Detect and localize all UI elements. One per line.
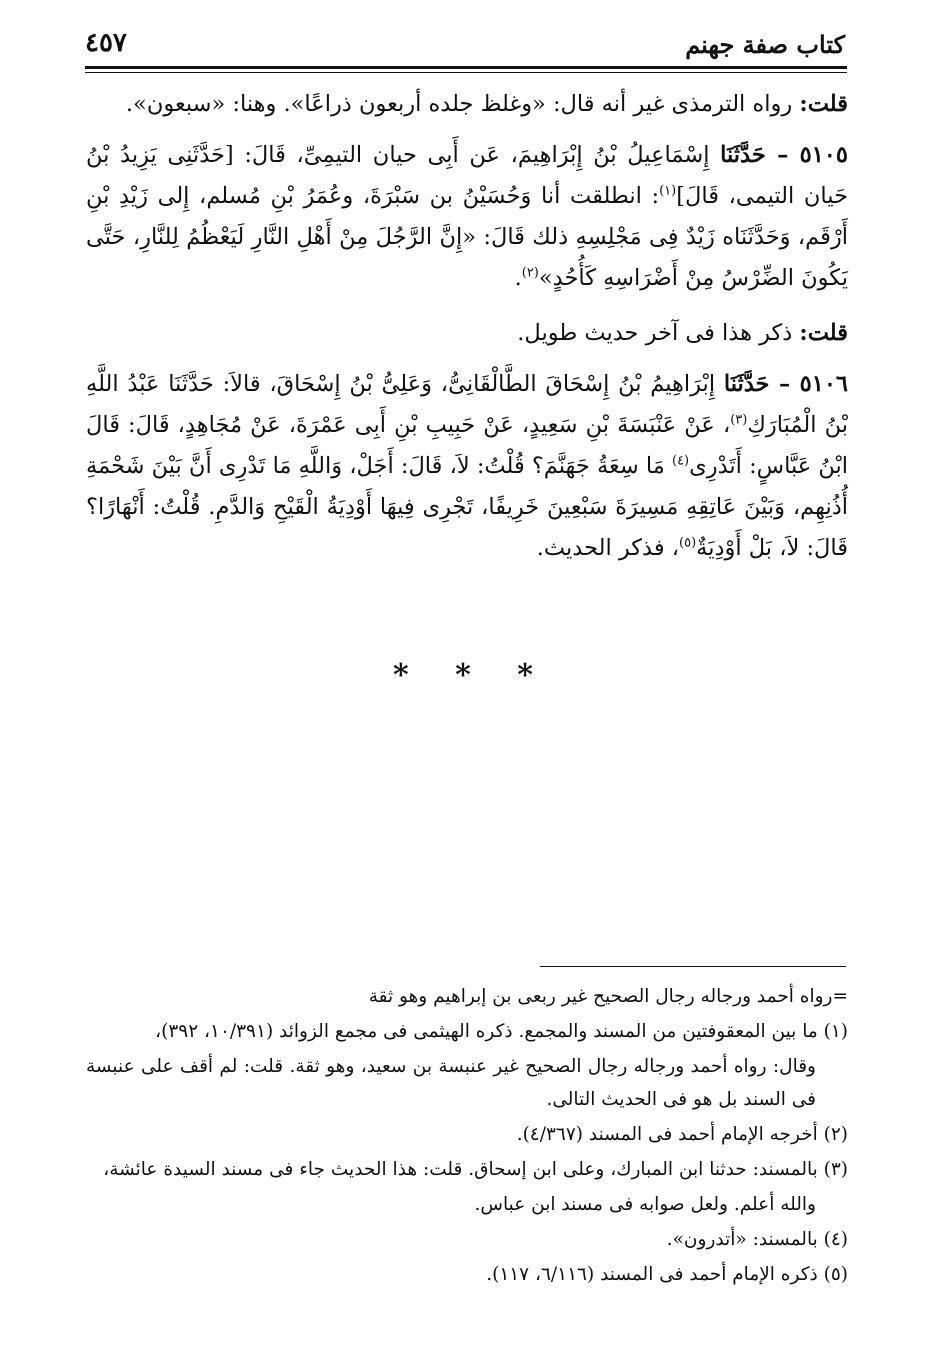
hadith-text: ، عَنْ عَنْبَسَةَ بْنِ سَعِيدٍ، عَنْ حَبِيبِ بْنِ أَبِى عَمْرَةَ، عَنْ مُجَاهِدٍ، قَالَ: قَالَ ابْنُ عَبَّاسٍ: أَتَدْرِى	[86, 412, 848, 479]
hadith-lead: حَدَّثَنَا	[720, 142, 778, 168]
header-rule-thick	[85, 66, 847, 69]
hadith-text: إِبْرَاهِيمُ بْنُ إِسْحَاقَ الطَّالْقَانِىُّ، وَعَلِىُّ بْنُ إِسْحَاقَ، قالاَ: حَدَّثَنَا عَبْدُ اللَّهِ بْنُ الْمُبَارَكِ	[86, 371, 848, 438]
footnote-ref-3[interactable]: (٣)	[730, 412, 748, 428]
hadith-text: ، فذكر الحديث.	[536, 535, 679, 561]
note-text: رواه الترمذى غير أنه قال: «وغلظ جلده أربعون ذراعًا». وهنا: «سبعون».	[125, 91, 800, 117]
hadith-number: ٥١٠٥ –	[777, 142, 848, 168]
footnote-1-continued: وقال: رواه أحمد ورجاله رجال الصحيح غير عنبسة بن سعيد، وهو ثقة. قلت: لم أقف على عنبسة فى السند بل هو فى الحديث التالى.	[86, 1056, 816, 1110]
note-text: ذكر هذا فى آخر حديث طويل.	[517, 320, 800, 346]
section-separator-stars: * * *	[393, 658, 551, 693]
hadith-text-end: .	[514, 265, 522, 291]
footnote-rule	[540, 966, 846, 967]
footnote-3: (٣) بالمسند: حدثنا ابن المبارك، وعلى ابن إسحاق. قلت: هذا الحديث جاء فى مسند السيدة عائشة،	[103, 1159, 848, 1180]
footnote-3-continued: والله أعلم. ولعل صوابه فى مسند ابن عباس.	[474, 1194, 816, 1215]
note-lead: قلت:	[799, 91, 848, 117]
footnote-ref-4[interactable]: (٤)	[671, 453, 690, 469]
page-number: ٤٥٧	[85, 28, 127, 58]
footnote-1: (١) ما بين المعقوفتين من المسند والمجمع. ذكره الهيثمى فى مجمع الزوائد (١٠/٣٩١، ٣٩٢)،	[155, 1021, 848, 1042]
footnotes	[86, 980, 848, 1293]
footnote-4: (٤) بالمسند: «أتدرون».	[666, 1229, 848, 1250]
hadith-5105	[86, 135, 848, 299]
note-paragraph-1	[86, 84, 848, 125]
footnote-ref-2[interactable]: (٢)	[521, 265, 539, 281]
hadith-text: إِسْمَاعِيلُ بْنُ إِبْرَاهِيمَ، عَن أَبِى حيان التيمِىِّ، قَالَ: [حَدَّثَنِى يَزِيدُ بْنُ حَيان التيمى، قَالَ]	[86, 142, 848, 209]
main-text	[86, 84, 848, 583]
footnote-ref-5[interactable]: (٥)	[679, 535, 697, 551]
hadith-number: ٥١٠٦ –	[778, 371, 848, 397]
running-header	[85, 26, 845, 66]
note-lead: قلت:	[799, 320, 848, 346]
chapter-title: كتاب صفة جهنم	[685, 30, 845, 59]
header-rule-thin	[85, 72, 847, 73]
footnote-2: (٢) أخرجه الإمام أحمد فى المسند (٤/٣٦٧).	[516, 1124, 848, 1145]
footnote-continuation: =رواه أحمد ورجاله رجال الصحيح غير ربعى بن إبراهيم وهو ثقة	[368, 986, 848, 1007]
hadith-5106	[86, 364, 848, 569]
hadith-text: : انطلقت أنا وَحُسَيْنُ بن سَبْرَةَ، وعُمَرُ بْنِ مُسلم، إِلى زَيْدِ بْنِ أَرْقَم، وَحَدَّثَنَاه زَيْدٌ فِى مَجْلِسِهِ ذلك قَالَ: «إِنَّ الرَّجُلَ مِنْ أَهْلِ النَّارِ لَيَعْظُمُ لِلنَّارِ، حَتَّى يَكُونَ الضِّرْسُ مِنْ أَضْرَاسِهِ كَأُحُدٍ»	[86, 183, 848, 291]
footnote-5: (٥) ذكره الإمام أحمد فى المسند (٦/١١٦، ١١٧).	[486, 1264, 848, 1285]
hadith-text: مَا سِعَةُ جَهَنَّمَ؟ قُلْتُ: لاَ، قَالَ: أَجَلْ، وَاللَّهِ مَا تَدْرِى أَنَّ بَيْنَ شَحْمَةِ أُذُنِهِم، وَبَيْنَ عَاتِقِهِ مَسِيرَةَ سَبْعِينَ خَرِيفًا، تَجْرِى فِيهَا أَوْدِيَةُ الْقَيْحِ وَالدَّمِ. قُلْتُ: أَنْهَارًا؟ قَالَ: لاَ، بَلْ أَوْدِيَةٌ	[86, 453, 848, 561]
footnote-ref-1[interactable]: (١)	[659, 183, 677, 199]
note-paragraph-2	[86, 313, 848, 354]
hadith-lead: حَدَّثَنَا	[723, 371, 779, 397]
